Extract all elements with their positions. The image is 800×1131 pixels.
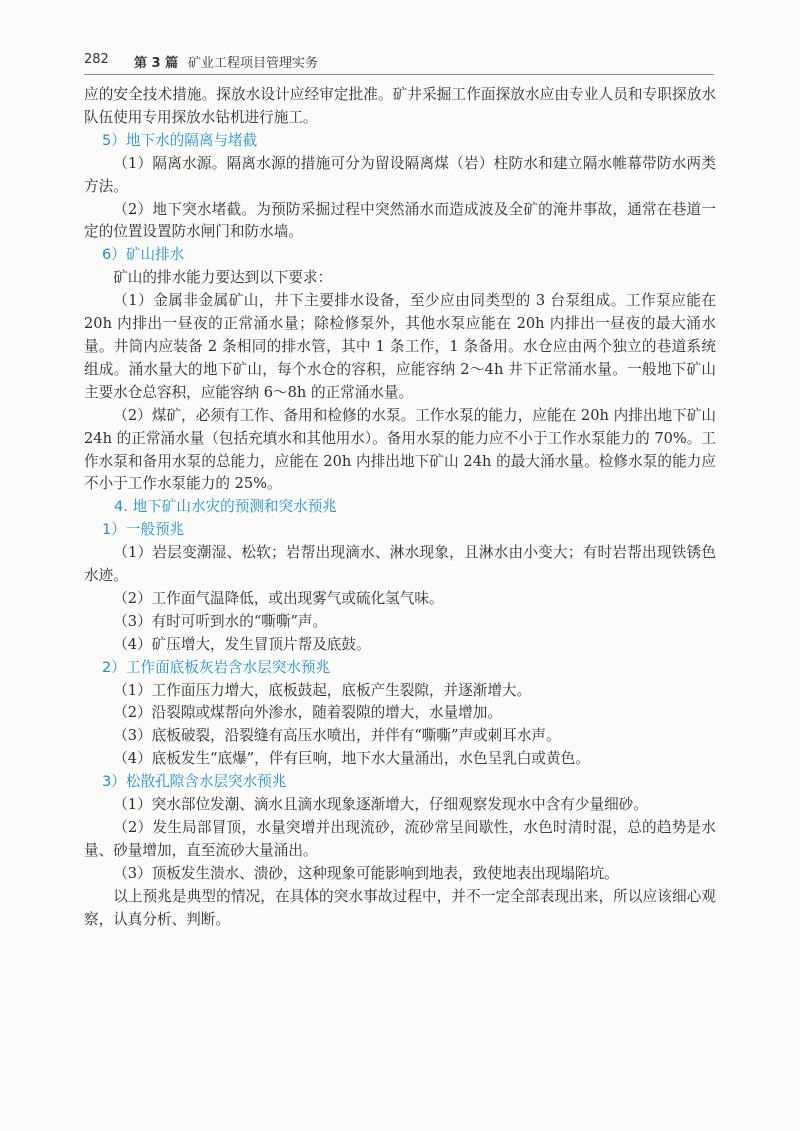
paragraph: 以上预兆是典型的情况，在具体的突水事故过程中，并不一定全部表现出来，所以应该细心观察，认真分析、判断。 [84,887,716,928]
running-title: 矿业工程项目管理实务 [188,56,319,71]
paragraph: （2）煤矿，必须有工作、备用和检修的水泵。工作水泵的能力，应能在 20h 内排出地下矿山 24h 的正常涌水量（包括充填水和其他用水）。备用水泵的能力应不小于工作水泵能力的 70%。工作水泵和备用水泵的总能力，应能在 20h 内排出地下矿山 24h 的最大涌水量。检修水泵的能力应不小于工作水泵能力的 25%。 [84,406,716,493]
paragraph: （3）有时可听到水的“嘶嘶”声。 [113,612,328,630]
section-heading: 1）一般预兆 [102,521,185,539]
paragraph: （2）发生局部冒顶，水量突增并出现流砂，流砂常呈间歇性，水色时清时混，总的趋势是水量、砂量增加，直至流砂大量涌出。 [84,819,716,859]
paragraph: （1）岩层变潮湿、松软；岩帮出现滴水、淋水现象，且淋水由小变大；有时岩帮出现铁锈色水迹。 [84,544,716,585]
paragraph: （2）沿裂隙或煤帮向外渗水，随着裂隙的增大，水量增加。 [113,704,502,722]
section-heading: 6）矿山排水 [102,246,185,264]
paragraph: （2）地下突水堵截。为预防采掘过程中突然涌水而造成波及全矿的淹井事故，通常在巷道一定的位置设置防水闸门和防水墙。 [84,200,716,241]
paragraph: （4）底板发生“底爆”，伴有巨响，地下水大量涌出，水色呈乳白或黄色。 [113,750,590,768]
paragraph: （1）金属非金属矿山，井下主要排水设备，至少应由同类型的 3 台泵组成。工作泵应能在 20h 内排出一昼夜的正常涌水量；除检修泵外，其他水泵应能在 20h 内排出一昼夜的最大涌水量。井筒内应装备 2 条相同的排水管，其中 1 条工作，1 条备用。水仓应由两个独立的巷道系统组成。涌水量大的地下矿山，每个水仓的容积，应能容纳 2～4h 井下正常涌水量。一般地下矿山主要水仓总容积，应能容纳 6～8h 的正常涌水量。 [84,292,716,401]
page-body [84,84,716,932]
page-header [84,48,714,75]
section-heading: 2）工作面底板灰岩含水层突水预兆 [102,658,331,676]
paragraph: （2）工作面气温降低，或出现雾气或硫化氢气味。 [113,589,444,607]
paragraph: 应的安全技术措施。探放水设计应经审定批准。矿井采掘工作面探放水应由专业人员和专职探放水队伍使用专用探放水钻机进行施工。 [84,86,716,126]
paragraph: （4）矿压增大，发生冒顶片帮及底鼓。 [113,635,371,653]
paragraph: （3）顶板发生溃水、溃砂，这种现象可能影响到地表，致使地表出现塌陷坑。 [113,864,619,882]
paragraph: （1）工作面压力增大，底板鼓起，底板产生裂隙，并逐渐增大。 [113,681,532,699]
chapter-section-heading: 4. 地下矿山水灾的预测和突水预兆 [114,498,337,516]
paragraph: （1）突水部位发潮、滴水且滴水现象逐渐增大，仔细观察发现水中含有少量细砂。 [113,796,648,814]
paragraph: （1）隔离水源。隔离水源的措施可分为留设隔离煤（岩）柱防水和建立隔水帷幕带防水两类方法。 [84,154,716,195]
page-number: 282 [84,52,109,67]
part-label: 第 3 篇 [134,56,179,71]
section-heading: 5）地下水的隔离与堵截 [102,131,258,149]
paragraph: （3）底板破裂，沿裂缝有高压水喷出，并伴有“嘶嘶”声或刺耳水声。 [113,727,561,745]
paragraph: 矿山的排水能力要达到以下要求： [113,269,333,287]
section-heading: 3）松散孔隙含水层突水预兆 [102,773,287,791]
